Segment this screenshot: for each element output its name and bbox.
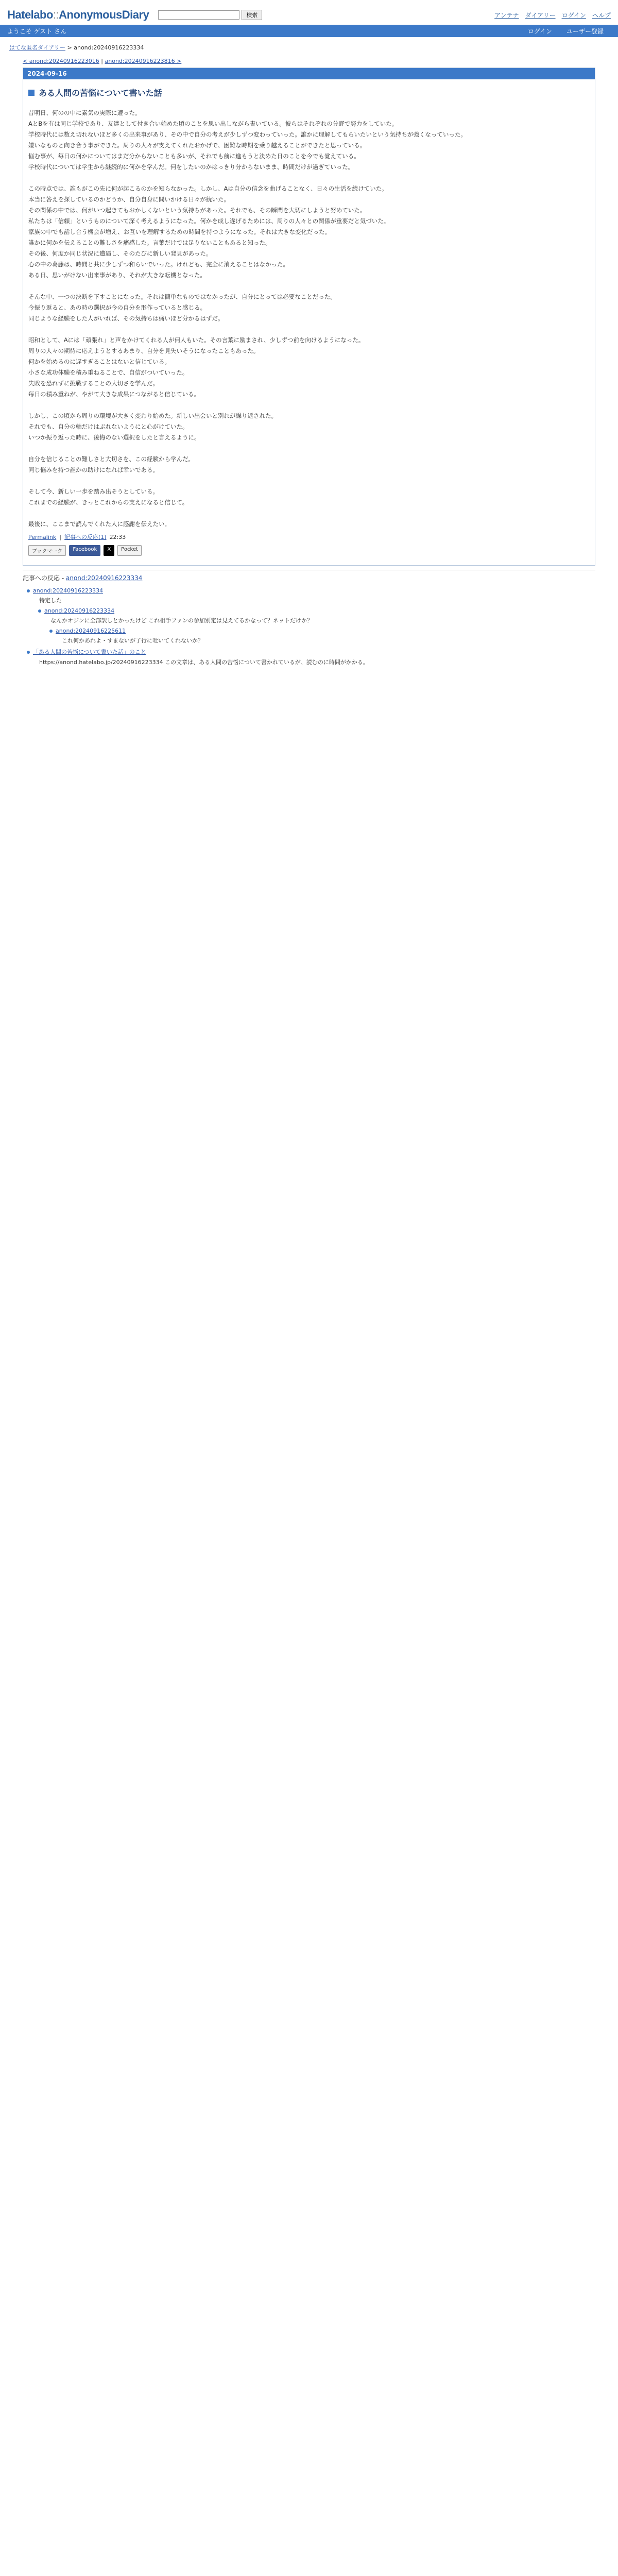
entry-paragraph: 誰かに何かを伝えることの難しさを痛感した。言葉だけでは足りないこともあると知った。 [28,239,271,246]
reference-excerpt: なんかオジンに全部訳しとかったけど これ相手ファンの参加別定は見えてるかなって？ネットだけか？ [50,617,313,624]
entry-paragraph: 何かを始めるのに遅すぎることはないと信じている。 [28,358,170,365]
logo-sep: :: [53,8,59,21]
reference-link[interactable]: anond:20240916225611 [56,628,126,634]
entry-paragraph: 家族の中でも話し合う機会が増え、お互いを理解するための時間を持つようになった。それは大きな変化だった。 [28,228,331,235]
logo-name: AnonymousDiary [59,8,149,21]
share-buttons [28,543,590,561]
references-title: 記事への反応 - [23,574,64,582]
footer-sep: | [59,533,61,540]
bookmark-link[interactable]: 記事への反応(1) [64,534,107,540]
reference-tree [23,587,595,666]
search-area [158,10,262,20]
references-current[interactable]: anond:20240916223334 [65,574,143,582]
paragraph-gap [28,324,590,335]
entry-paragraph: 今振り返ると、あの時の選択が今の自分を形作っていると感じる。 [28,304,206,311]
day-section [23,67,595,566]
entry-paragraph: これまでの経験が、きっとこれからの支えになると信じて。 [28,499,188,506]
title-square-icon [28,90,35,96]
entry-paragraph: 学校時代については学生から継続的に何かを学んだ。何をしたいのかはっきり分からないまま、時間だけが過ぎていった。 [28,163,354,171]
breadcrumb-sep: > [65,44,74,51]
main-content [23,55,595,666]
paragraph-gap [28,173,590,183]
reference-excerpt: 特定した [39,597,62,604]
entry-paragraph: しかし、この頃から周りの環境が大きく変わり始めた。新しい出会いと別れが繰り返された。 [28,412,277,419]
bullet-icon [27,589,30,592]
entry-paragraph: 自分を信じることの難しさと大切さを、この経験から学んだ。 [28,455,194,463]
entry-paragraph: 失敗を恐れずに挑戦することの大切さを学んだ。 [28,380,159,387]
entry-paragraph: ある日、思いがけない出来事があり、それが大きな転機となった。 [28,272,206,279]
entry-paragraph: 同じ悩みを持つ誰かの助けになれば幸いである。 [28,466,159,473]
bullet-icon [27,651,30,654]
reference-link[interactable]: anond:20240916223334 [33,587,104,594]
toplink-login[interactable]: ログイン [561,12,586,19]
paragraph-gap [28,476,590,486]
toplink-diary[interactable]: ダイアリー [525,12,556,19]
share-x-button[interactable]: X [104,545,114,556]
paragraph-gap [28,508,590,519]
bullet-icon [49,630,53,633]
entry-paragraph: それでも、自分の軸だけはぶれないようにと心がけていた。 [28,423,188,430]
site-header [0,0,618,25]
paragraph-gap [28,400,590,411]
entry-paragraph: 小さな成功体験を積み重ねることで、自信がついていった。 [28,369,188,376]
pager-next[interactable]: anond:20240916223816 > [105,58,182,64]
references-head [23,570,595,585]
share-bookmark-button[interactable]: ブックマーク [28,545,66,556]
entry-paragraph: その関係の中では、何がいつ起きてもおかしくないという気持ちがあった。それでも、その瞬間を大切にしようと努めていた。 [28,207,366,214]
reference-link[interactable]: anond:20240916223334 [44,607,115,614]
entry-paragraph: そんな中、一つの決断を下すことになった。それは簡単なものではなかったが、自分にとっては必要なことだった。 [28,293,336,300]
toplink-help[interactable]: ヘルプ [592,12,611,19]
permalink-link[interactable]: Permalink [28,533,57,540]
toplink-antenna[interactable]: アンテナ [494,12,519,19]
references [23,570,595,666]
entry-paragraph: 本当に答えを探しているのかどうか、自分自身に問いかける日々が続いた。 [28,196,230,203]
entry-footer [28,530,590,543]
entry-paragraph: そして今、新しい一歩を踏み出そうとしている。 [28,488,159,495]
entry-paragraph: 私たちは「信頼」というものについて深く考えるようになった。何かを成し遂げるためには、周りの人々との関係が重要だと気づいた。 [28,217,390,225]
nav-bar [0,25,618,37]
day-date: 2024-09-16 [23,68,595,79]
entry-title-text[interactable]: ある人間の苦悩について書いた話 [39,88,162,98]
logo-text: Hatelabo [7,8,53,21]
entry-paragraph: いつか振り返った時に、後悔のない選択をしたと言えるように。 [28,434,200,441]
entry-paragraph: 学校時代には数え切れないほど多くの出来事があり、その中で自分の考えが少しずつ変わっていった。誰かに理解してもらいたいという気持ちが強くなっていった。 [28,131,467,138]
entry [23,79,595,565]
pager-prev[interactable]: < anond:20240916223016 [23,58,99,64]
reference-node [27,587,595,645]
entry-title [28,87,590,98]
share-pocket-button[interactable]: Pocket [117,545,142,556]
nav-right [528,27,611,36]
entry-paragraph: 毎日の積み重ねが、やがて大きな成果につながると信じている。 [28,391,200,398]
nav-register[interactable]: ユーザー登録 [566,27,604,35]
share-facebook-button[interactable]: Facebook [69,545,100,556]
reference-excerpt: https://anond.hatelabo.jp/20240916223334 この文章は、ある人間の苦悩について書かれているが、読むのに時間がかかる。 [39,659,369,666]
paragraph-gap [28,443,590,454]
entry-paragraph: 昭和として、Aには「頑張れ」と声をかけてくれる人が何人もいた。その言葉に励まされ、少しずつ前を向けるようになった。 [28,336,365,344]
nav-welcome[interactable]: ようこそ ゲスト さん [7,27,67,35]
bullet-icon [38,609,41,613]
breadcrumb-parent[interactable]: はてな匿名ダイアリー [9,44,66,51]
search-button[interactable]: 検索 [242,10,262,20]
entry-paragraph: その後、何度か同じ状況に遭遇し、そのたびに新しい発見があった。 [28,250,212,257]
entry-paragraph: 悩む事が、毎日の何かについてはまだ分からないことも多いが、それでも前に進もうと決めた日のことを今でも覚えている。 [28,152,360,160]
breadcrumb [0,37,618,55]
paragraph-gap [28,281,590,292]
entry-paragraph: この時点では、誰もがこの先に何が起こるのかを知らなかった。しかし、Aは自分の信念を曲げることなく、日々の生活を続けていた。 [28,185,388,192]
entry-time: 22:33 [109,533,126,540]
pager-sep: | [99,58,105,64]
reference-node [27,648,595,666]
reference-children [27,607,595,645]
entry-paragraph: 同じような経験をした人がいれば、その気持ちは痛いほど分かるはずだ。 [28,315,224,322]
entry-paragraph: 最後に、ここまで読んでくれた人に感謝を伝えたい。 [28,520,170,528]
entry-paragraph: 心の中の葛藤は、時間と共に少しずつ和らいでいった。けれども、完全に消えることはなかった。 [28,261,289,268]
entry-body [28,108,590,530]
pager [23,55,595,67]
entry-paragraph: 昔明日、何のの中に素気の実際に遭った。 [28,109,141,116]
reference-link[interactable]: 「ある人間の苦悩について書いた話」のこと [33,649,146,655]
breadcrumb-current: anond:20240916223334 [74,44,144,51]
reference-node [38,607,595,645]
entry-paragraph: 嫌いなものと向き合う事ができた。周りの人々が支えてくれたおかげで、困難な時期を乗り越えることができたと思っている。 [28,142,366,149]
entry-paragraph: 周りの人々の期待に応えようとするあまり、自分を見失いそうになったこともあった。 [28,347,260,354]
entry-paragraph: AとBを有は同じ学校であり、友達として付き合い始めた頃のことを思い出しながら書いている。彼らはそれぞれの分野で努力をしていた。 [28,120,398,127]
nav-login[interactable]: ログイン [527,27,552,35]
site-logo[interactable] [7,8,149,22]
reference-excerpt: これ何かあれよ・すまないが了行に吐いてくれないか？ [62,637,203,644]
reference-node [49,628,595,645]
search-input[interactable] [158,10,239,20]
reference-children [38,628,595,645]
top-links [494,11,611,20]
